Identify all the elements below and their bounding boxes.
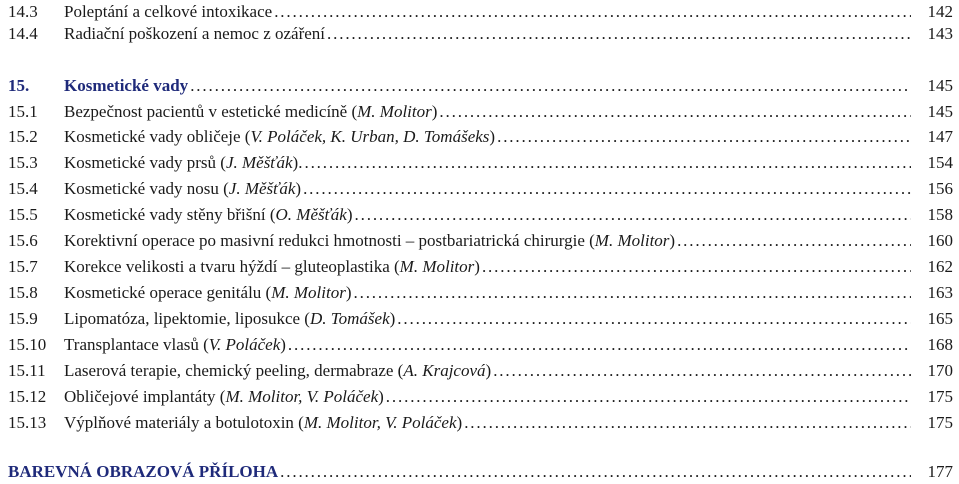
toc-title: Obličejové implantáty (M. Molitor, V. Poláček) (64, 387, 384, 406)
toc-title: BAREVNÁ OBRAZOVÁ PŘÍLOHA (8, 462, 279, 481)
toc-row[interactable] (0, 74, 959, 98)
toc-page-number: 170 (927, 361, 953, 380)
toc-title: Kosmetické vady obličeje (V. Poláček, K. Urban, D. Tomášeks) (64, 127, 496, 146)
toc-page-number: 175 (927, 387, 953, 406)
leader-dots (190, 74, 911, 98)
toc-title: Radiační poškození a nemoc z ozáření (64, 24, 326, 43)
toc-title: Kosmetické vady stěny břišní (O. Měšťák) (64, 205, 353, 224)
toc-row[interactable] (0, 151, 959, 175)
toc-page-number: 142 (927, 2, 953, 21)
leader-dots (355, 203, 911, 227)
toc-number: 14.4 (8, 24, 38, 43)
toc-title: Kosmetické vady (64, 76, 189, 95)
toc-row[interactable] (0, 100, 959, 124)
toc-title: Transplantace vlasů (V. Poláček) (64, 335, 286, 354)
leader-dots (303, 177, 911, 201)
toc-page-number: 158 (927, 205, 953, 224)
toc-row[interactable] (0, 125, 959, 149)
toc-row[interactable] (0, 203, 959, 227)
leader-dots (493, 359, 911, 383)
leader-dots (327, 22, 911, 46)
toc-number: 15.4 (8, 179, 38, 198)
leader-dots (464, 411, 911, 435)
toc-row[interactable] (0, 359, 959, 383)
toc-page-number: 154 (927, 153, 953, 172)
toc-row[interactable] (0, 177, 959, 201)
toc-page-number: 163 (927, 283, 953, 302)
leader-dots (677, 229, 911, 253)
toc-title: Korektivní operace po masivní redukci hmotnosti – postbariatrická chirurgie (M. Molitor) (64, 231, 676, 250)
leader-dots (497, 125, 911, 149)
toc-page-number: 160 (927, 231, 953, 250)
toc-number: 14.3 (8, 2, 38, 21)
toc-number: 15.6 (8, 231, 38, 250)
toc-number: 15.11 (8, 361, 46, 380)
leader-dots (397, 307, 911, 331)
toc-page-number: 168 (927, 335, 953, 354)
toc-page-number: 143 (927, 24, 953, 43)
toc-number: 15.10 (8, 335, 47, 354)
toc-title: Kosmetické vady prsů (J. Měšťák). (64, 153, 303, 172)
toc-row[interactable] (0, 333, 959, 357)
leader-dots (304, 151, 911, 175)
leader-dots (354, 281, 912, 305)
leader-dots (274, 0, 911, 24)
toc-row[interactable] (0, 460, 959, 484)
toc-page-number: 156 (927, 179, 953, 198)
toc-title: Bezpečnost pacientů v estetické medicíně (M. Molitor) (64, 102, 438, 121)
toc-page-number: 162 (927, 257, 953, 276)
toc-row[interactable] (0, 229, 959, 253)
leader-dots (439, 100, 911, 124)
toc-row[interactable] (0, 22, 959, 46)
toc-number: 15.7 (8, 257, 38, 276)
toc-page-number: 165 (927, 309, 953, 328)
leader-dots (288, 333, 911, 357)
toc-number: 15.5 (8, 205, 38, 224)
toc-title: Kosmetické vady nosu (J. Měšťák) (64, 179, 302, 198)
toc-page-number: 177 (927, 462, 953, 481)
toc-number: 15.13 (8, 413, 47, 432)
leader-dots (386, 385, 911, 409)
toc-title: Výplňové materiály a botulotoxin (M. Molitor, V. Poláček) (64, 413, 463, 432)
toc-row[interactable] (0, 0, 959, 24)
toc-number: 15.1 (8, 102, 38, 121)
toc-title: Poleptání a celkové intoxikace (64, 2, 273, 21)
toc-page-number: 175 (927, 413, 953, 432)
toc-number: 15.8 (8, 283, 38, 302)
toc-number: 15.12 (8, 387, 47, 406)
toc-title: Kosmetické operace genitálu (M. Molitor) (64, 283, 352, 302)
toc-title: Laserová terapie, chemický peeling, dermabraze (A. Krajcová) (64, 361, 492, 380)
toc-row[interactable] (0, 385, 959, 409)
toc-number: 15.9 (8, 309, 38, 328)
toc-title: Korekce velikosti a tvaru hýždí – gluteoplastika (M. Molitor) (64, 257, 480, 276)
toc-row[interactable] (0, 307, 959, 331)
toc-page-number: 145 (927, 102, 953, 121)
toc-number: 15. (8, 76, 30, 95)
toc-title: Lipomatóza, lipektomie, liposukce (D. Tomášek) (64, 309, 396, 328)
toc-row[interactable] (0, 255, 959, 279)
leader-dots (280, 460, 911, 484)
toc-number: 15.3 (8, 153, 38, 172)
toc-number: 15.2 (8, 127, 38, 146)
toc-page-number: 147 (927, 127, 953, 146)
leader-dots (482, 255, 911, 279)
toc-row[interactable] (0, 411, 959, 435)
toc-row[interactable] (0, 281, 959, 305)
toc-page-number: 145 (927, 76, 953, 95)
